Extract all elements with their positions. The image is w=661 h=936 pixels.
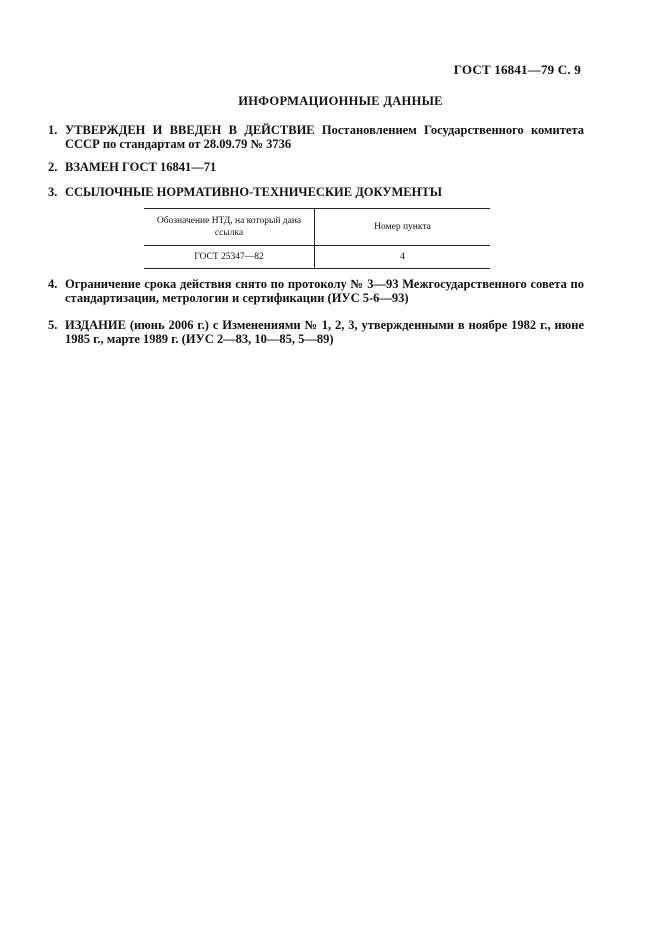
- column-header-designation-text: Обозначение НТД, на который дана ссылка: [156, 216, 302, 238]
- info-item-3: [48, 185, 584, 199]
- table-cell-clause: 4: [315, 246, 491, 269]
- item-number: 3.: [48, 185, 58, 199]
- item-number: 1.: [48, 123, 58, 137]
- column-header-clause: Номер пункта: [315, 209, 491, 246]
- info-item-4: [48, 277, 584, 305]
- info-item-2: [48, 160, 584, 174]
- info-item-1: [48, 123, 584, 151]
- table-row: [144, 246, 490, 269]
- item-text: УТВЕРЖДЕН И ВВЕДЕН В ДЕЙСТВИЕ Постановлением Государственного комитета СССР по стандартам от 28.09.79 № 3736: [65, 123, 584, 151]
- section-title: ИНФОРМАЦИОННЫЕ ДАННЫЕ: [238, 94, 443, 108]
- item-number: 2.: [48, 160, 58, 174]
- item-text: ВЗАМЕН ГОСТ 16841—71: [65, 160, 217, 174]
- info-item-5: [48, 318, 584, 346]
- page-header: ГОСТ 16841—79 С. 9: [453, 62, 581, 77]
- item-text: Ограничение срока действия снято по протоколу № 3—93 Межгосударственного совета по стандартизации, метрологии и сертификации (ИУС 5-6—93): [65, 277, 584, 305]
- item-number: 5.: [48, 318, 58, 332]
- table-cell-designation: ГОСТ 25347—82: [144, 246, 315, 269]
- item-text: ИЗДАНИЕ (июнь 2006 г.) с Изменениями № 1, 2, 3, утвержденными в ноябре 1982 г., июне 1985 г., марте 1989 г. (ИУС 2—83, 10—85, 5—89): [65, 318, 584, 346]
- item-text: ССЫЛОЧНЫЕ НОРМАТИВНО-ТЕХНИЧЕСКИЕ ДОКУМЕНТЫ: [65, 185, 442, 199]
- reference-documents-table: [144, 208, 490, 269]
- table-header-row: [144, 209, 490, 246]
- column-header-designation: [144, 209, 315, 246]
- item-number: 4.: [48, 277, 58, 291]
